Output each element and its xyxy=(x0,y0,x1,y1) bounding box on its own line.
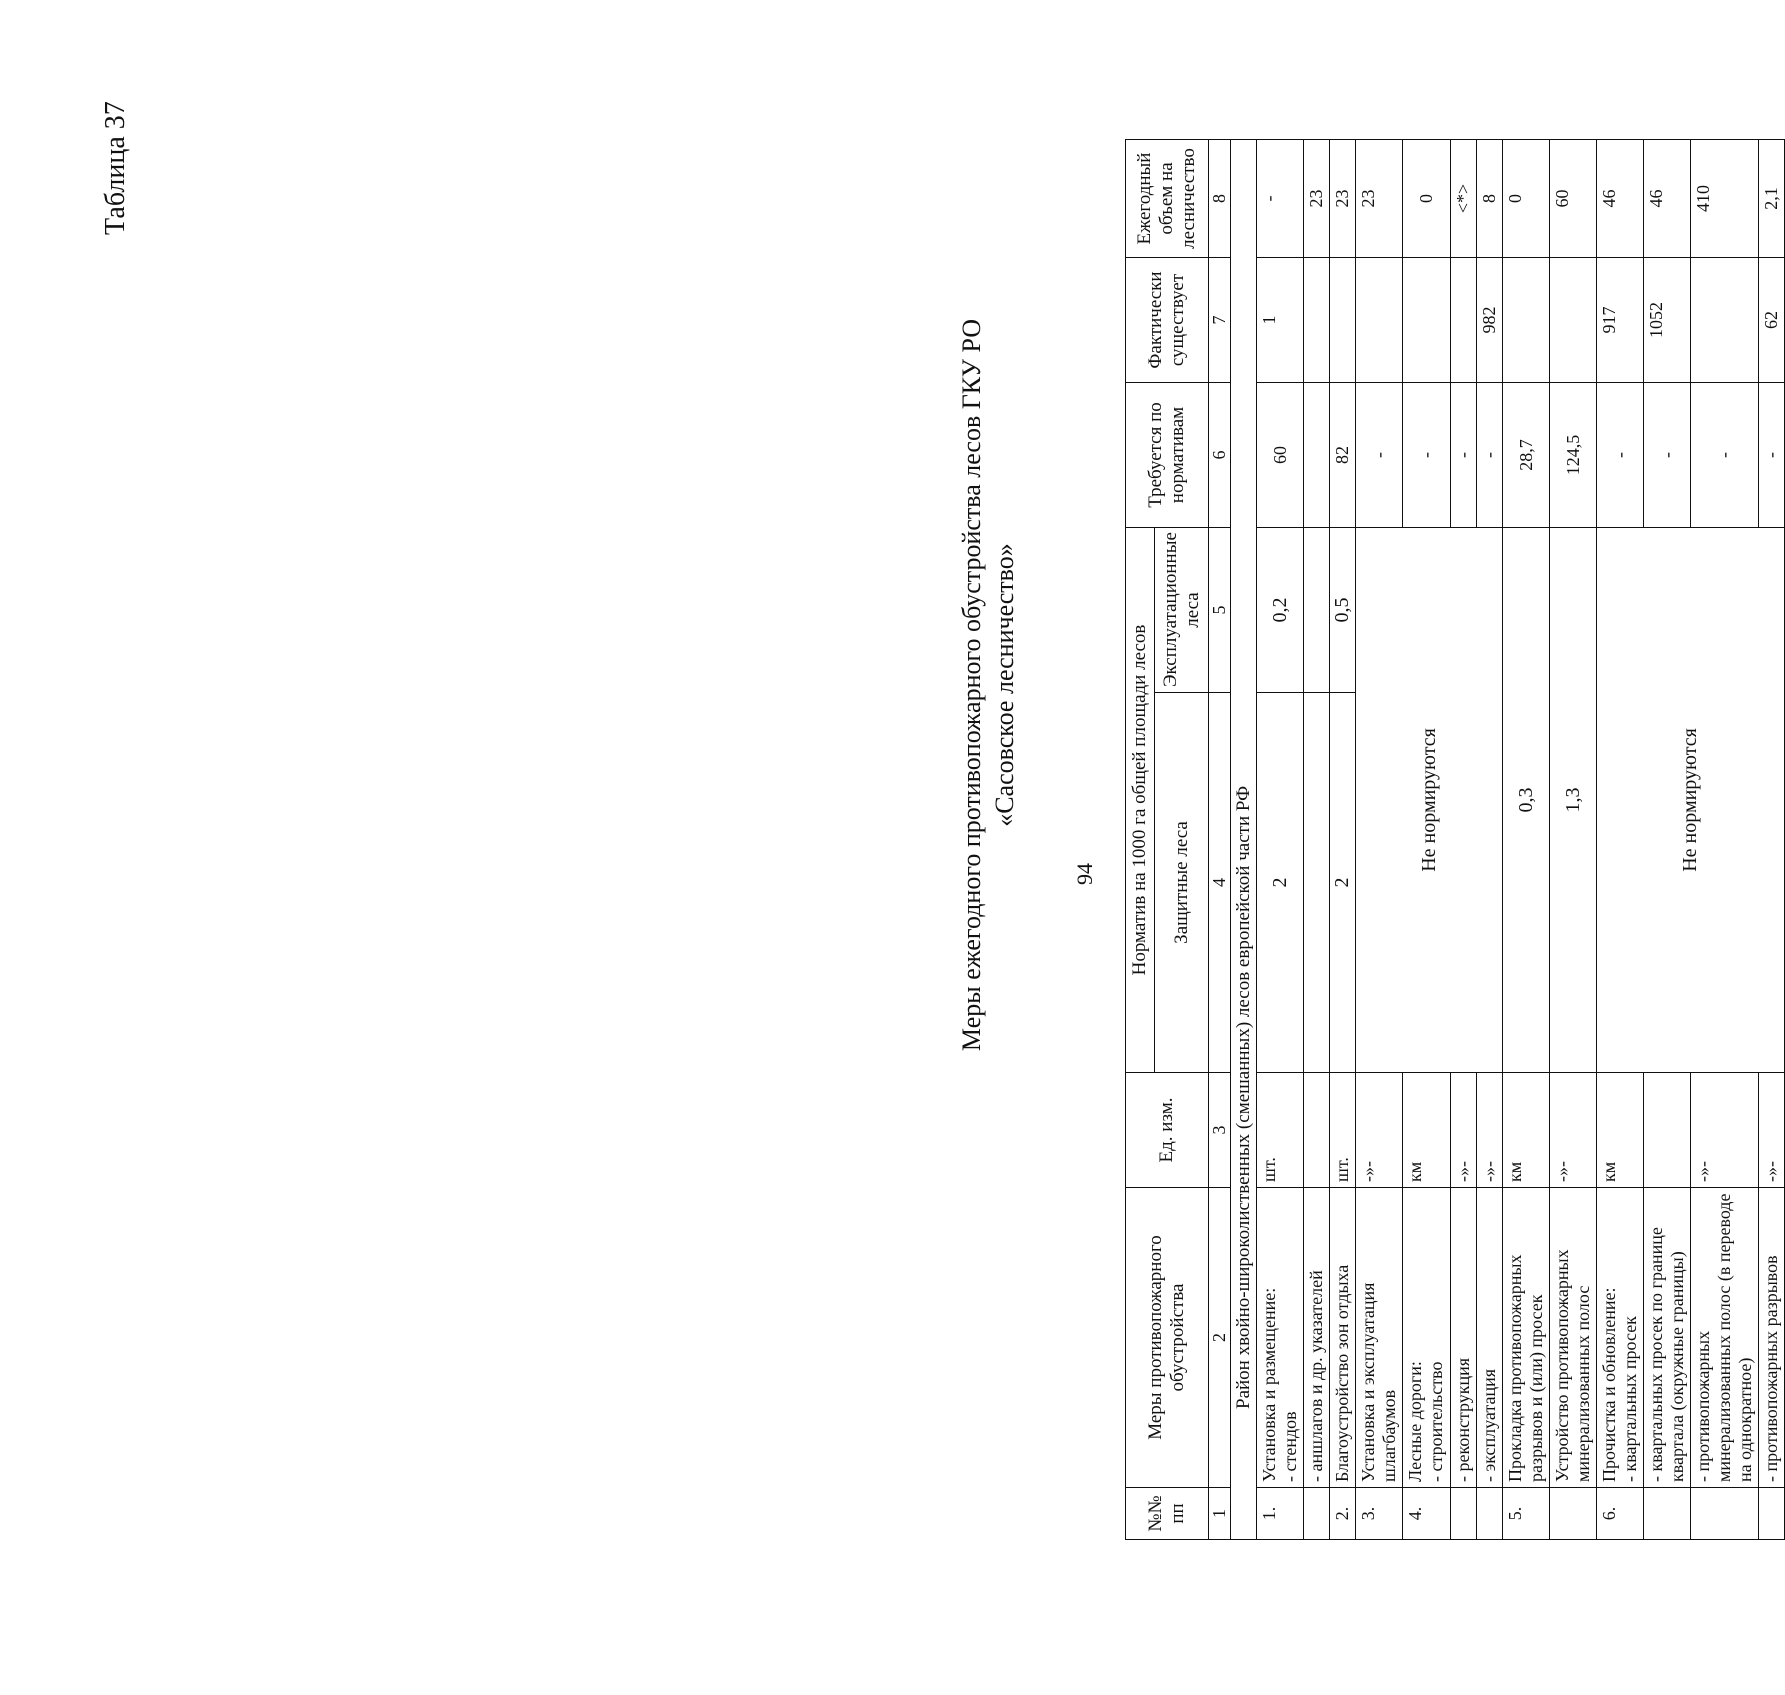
required-cell: - xyxy=(1451,383,1477,528)
actual-cell xyxy=(1451,258,1477,383)
col-number: 3 xyxy=(1209,1073,1231,1188)
annual-cell: 8 xyxy=(1477,140,1503,258)
row-number xyxy=(1451,1488,1477,1540)
norm-cell: 0,3 xyxy=(1503,528,1550,1073)
row-number: 4. xyxy=(1403,1488,1451,1540)
col-number: 8 xyxy=(1209,140,1231,258)
table-row xyxy=(1550,140,1597,1540)
col-number: 2 xyxy=(1209,1188,1231,1488)
title-line-1: Меры ежегодного противопожарного обустройства лесов ГКУ РО xyxy=(957,318,986,1052)
measure-heading: Прочистка и обновление: xyxy=(1599,1287,1619,1482)
measure-name: Устройство противопожарных минерализованных полос xyxy=(1550,1188,1597,1488)
unit-cell: км xyxy=(1597,1073,1644,1188)
table-row xyxy=(1330,140,1356,1540)
unit-cell: -»- xyxy=(1451,1073,1477,1188)
norm-cell: 1,3 xyxy=(1550,528,1597,1073)
protective-cell: 2 xyxy=(1257,693,1304,1073)
measure-name: - аншлагов и др. указателей xyxy=(1304,1188,1330,1488)
row-number xyxy=(1691,1488,1759,1540)
actual-cell xyxy=(1550,258,1597,383)
annual-cell: 23 xyxy=(1330,140,1356,258)
unit-cell: -»- xyxy=(1356,1073,1403,1188)
actual-cell xyxy=(1503,258,1550,383)
measure-subitem: - квартальных просек xyxy=(1620,1316,1640,1482)
row-number: 5. xyxy=(1503,1488,1550,1540)
actual-cell xyxy=(1304,258,1330,383)
header-measures: Меры противопожарного обустройства xyxy=(1126,1188,1209,1488)
actual-cell: 62 xyxy=(1759,258,1785,383)
unit-cell: -»- xyxy=(1550,1073,1597,1188)
unit-cell: -»- xyxy=(1477,1073,1503,1188)
measure-name xyxy=(1403,1188,1451,1488)
actual-cell: 917 xyxy=(1597,258,1644,383)
table-row xyxy=(1597,140,1644,1540)
measure-name: - квартальных просек по границе квартала (окружные границы) xyxy=(1644,1188,1691,1488)
document-title xyxy=(955,235,1021,1135)
table-row xyxy=(1356,140,1403,1540)
unit-cell xyxy=(1304,1073,1330,1188)
annual-cell: <*> xyxy=(1451,140,1477,258)
required-cell: - xyxy=(1644,383,1691,528)
header-protective: Защитные леса xyxy=(1155,693,1209,1073)
measure-subitem: - стендов xyxy=(1280,1411,1300,1482)
required-cell: - xyxy=(1356,383,1403,528)
annual-cell: - xyxy=(1257,140,1304,258)
header-num: №№ пп xyxy=(1126,1488,1209,1540)
row-number: 1. xyxy=(1257,1488,1304,1540)
col-number: 7 xyxy=(1209,258,1231,383)
annual-cell: 46 xyxy=(1597,140,1644,258)
measure-name: - противопожарных минерализованных полос (в переводе на однократное) xyxy=(1691,1188,1759,1488)
measure-name: - противопожарных разрывов xyxy=(1759,1188,1785,1488)
annual-cell: 23 xyxy=(1356,140,1403,258)
measure-name: - реконструкция xyxy=(1451,1188,1477,1488)
measure-name: Благоустройство зон отдыха xyxy=(1330,1188,1356,1488)
measure-heading: Лесные дороги: xyxy=(1405,1361,1425,1482)
unit-cell: км xyxy=(1403,1073,1451,1188)
unit-cell: км xyxy=(1503,1073,1550,1188)
header-exploitation: Эксплуатационные леса xyxy=(1155,528,1209,693)
header-unit: Ед. изм. xyxy=(1126,1073,1209,1188)
required-cell: - xyxy=(1597,383,1644,528)
actual-cell xyxy=(1403,258,1451,383)
norm-not-normed-cell: Не нормируются xyxy=(1356,528,1503,1073)
required-cell: - xyxy=(1691,383,1759,528)
actual-cell xyxy=(1330,258,1356,383)
table-row xyxy=(1304,140,1330,1540)
table-row xyxy=(1503,140,1550,1540)
annual-cell: 60 xyxy=(1550,140,1597,258)
page-number: 94 xyxy=(1072,863,1097,885)
col-number: 5 xyxy=(1209,528,1231,693)
title-line-2: «Сасовское лесничество» xyxy=(990,543,1019,827)
row-number xyxy=(1304,1488,1330,1540)
measure-heading: Установка и размещение: xyxy=(1259,1287,1279,1482)
measure-name: Установка и эксплуатация шлагбаумов xyxy=(1356,1188,1403,1488)
annual-cell: 0 xyxy=(1503,140,1550,258)
required-cell: 60 xyxy=(1257,383,1304,528)
norm-not-normed-cell: Не нормируются xyxy=(1597,528,1785,1073)
row-number xyxy=(1477,1488,1503,1540)
row-number xyxy=(1644,1488,1691,1540)
row-number xyxy=(1550,1488,1597,1540)
measure-name xyxy=(1597,1188,1644,1488)
exploitation-cell xyxy=(1304,528,1330,693)
actual-cell: 1 xyxy=(1257,258,1304,383)
required-cell: - xyxy=(1759,383,1785,528)
unit-cell: -»- xyxy=(1759,1073,1785,1188)
actual-cell: 982 xyxy=(1477,258,1503,383)
measure-name xyxy=(1257,1188,1304,1488)
fire-prevention-table xyxy=(1125,139,1785,1540)
exploitation-cell: 0,5 xyxy=(1330,528,1356,693)
actual-cell: 1052 xyxy=(1644,258,1691,383)
measure-name: Прокладка противопожарных разрывов и (или) просек xyxy=(1503,1188,1550,1488)
col-number: 1 xyxy=(1209,1488,1231,1540)
measure-subitem: - строительство xyxy=(1426,1361,1446,1482)
unit-cell: шт. xyxy=(1257,1073,1304,1188)
required-cell: - xyxy=(1477,383,1503,528)
table-label: Таблица 37 xyxy=(100,101,131,235)
annual-cell: 46 xyxy=(1644,140,1691,258)
header-required: Требуется по нормативам xyxy=(1126,383,1209,528)
row-number: 3. xyxy=(1356,1488,1403,1540)
annual-cell: 410 xyxy=(1691,140,1759,258)
column-numbers-row xyxy=(1209,140,1231,1540)
table-row xyxy=(1257,140,1304,1540)
annual-cell: 23 xyxy=(1304,140,1330,258)
measure-name: - эксплуатация xyxy=(1477,1188,1503,1488)
unit-cell: -»- xyxy=(1691,1073,1759,1188)
col-number: 6 xyxy=(1209,383,1231,528)
unit-cell xyxy=(1644,1073,1691,1188)
actual-cell xyxy=(1691,258,1759,383)
protective-cell xyxy=(1304,693,1330,1073)
exploitation-cell: 0,2 xyxy=(1257,528,1304,693)
row-number xyxy=(1759,1488,1785,1540)
required-cell xyxy=(1304,383,1330,528)
unit-cell: шт. xyxy=(1330,1073,1356,1188)
row-number: 2. xyxy=(1330,1488,1356,1540)
actual-cell xyxy=(1356,258,1403,383)
required-cell: 82 xyxy=(1330,383,1356,528)
header-annual: Ежегодный объем на лесничество xyxy=(1126,140,1209,258)
region-heading: Район хвойно-широколиственных (смешанных) лесов европейской части РФ xyxy=(1231,140,1257,1540)
protective-cell: 2 xyxy=(1330,693,1356,1073)
required-cell: - xyxy=(1403,383,1451,528)
annual-cell: 0 xyxy=(1403,140,1451,258)
required-cell: 28,7 xyxy=(1503,383,1550,528)
header-norm: Норматив на 1000 га общей площади лесов xyxy=(1126,528,1155,1073)
required-cell: 124,5 xyxy=(1550,383,1597,528)
row-number: 6. xyxy=(1597,1488,1644,1540)
annual-cell: 2,1 xyxy=(1759,140,1785,258)
col-number: 4 xyxy=(1209,693,1231,1073)
header-actual: Фактически существует xyxy=(1126,258,1209,383)
